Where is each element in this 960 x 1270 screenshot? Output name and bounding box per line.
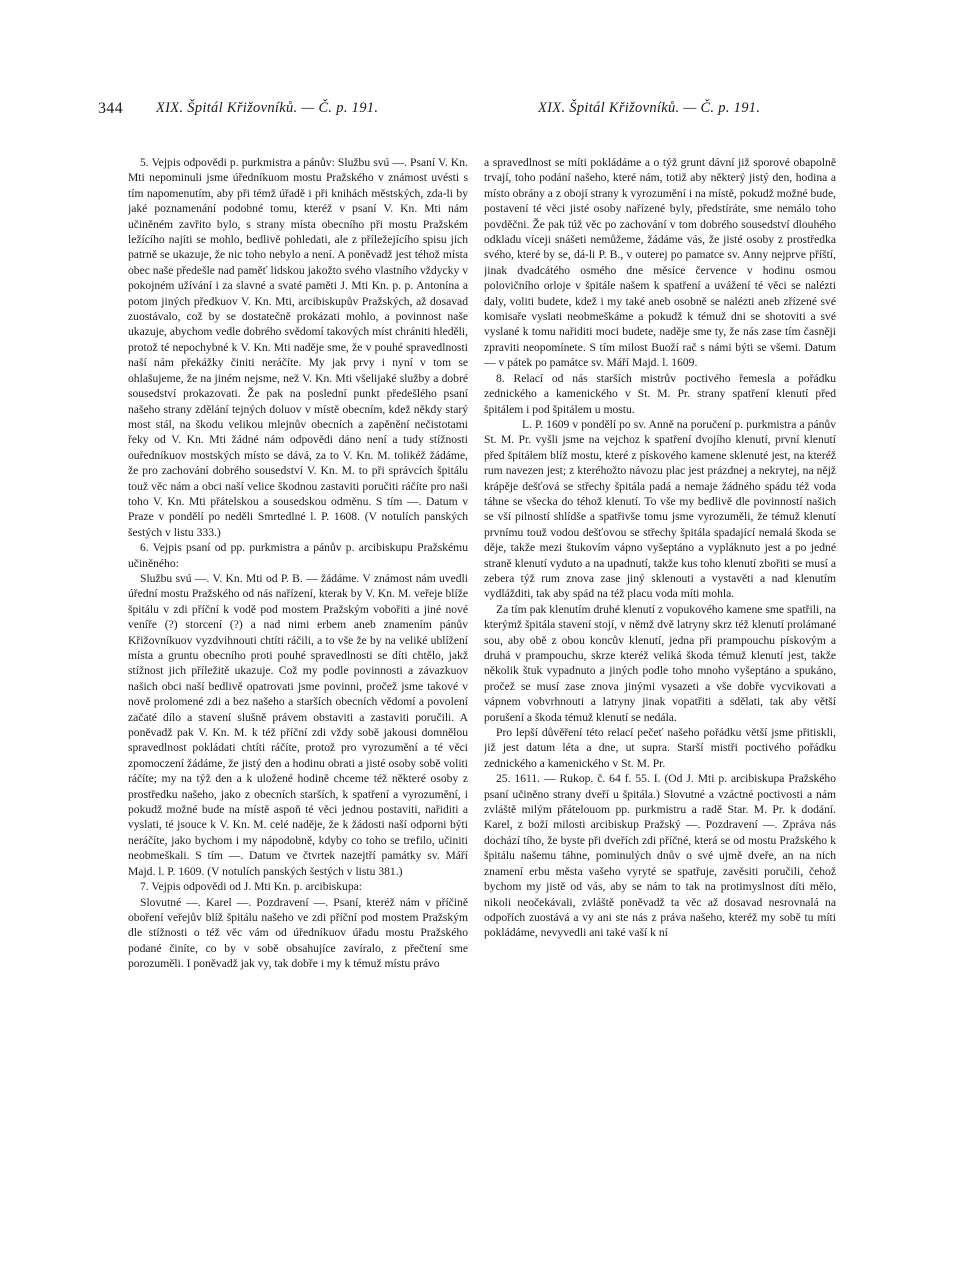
paragraph: 7. Vejpis odpovědi od J. Mti Kn. p. arcibiskupa: — [140, 880, 362, 894]
paragraph: 25. 1611. — Rukop. č. 64 f. 55. I. (Od J. Mti p. arcibiskupa Pražského psaní učiněno strany dveří u špitála.) Slovutné a vzáctné poctivosti a nám zvláště milým přátelouom pp. purkmistru a radě Star. M. Pr. k dodání. Karel, z boží milosti arcibiskup Pražský —. Pozdravení —. Zpráva nás dochází tího, že byste při dveřích zdi příčné, která se od mostu Pražského k špitálu našemu táhne, pominulých dnův o své ujmě dveře, an na nich znamení erbu města vašeho vyryté se spatřuje, zavěsiti poručili, čehož bychom my jistě od vás, aby se nám to tak na protimyslnost díti mělo, nikoli neočekávali, zvláště poněvadž ta věc až dosavad nesrovnalá na odpořích zuostává a vy ani ste nás z práva našeho, kteréž my sobě tu míti pokládáme, nevyvedli ani také vaší k ní — [484, 772, 836, 940]
paragraph: Za tím pak klenutím druhé klenutí z vopukového kamene sme spatřili, na kterýmž špitála stavení stojí, v němž dvě latryny skrz též klenutí prolámané sou, aby obě z obou koncův klenutí, jedna při prampouchu pískovým a druhá v prampouchu, skrze kteréž veliká škoda témuž klenutí jest, takže několik štuk vypadnuto a jiných podle toho mnoho vyšeptáno a spukáno, pročež se musí zase znova jinými vysazeti a vše dobře vycvikovati a vápnem vobvrhnouti a latryny jinak vopatřiti a sdělati, tak aby větší porušení a škoda témuž klenutí se nedála. — [484, 602, 836, 724]
running-head-left: XIX. Špitál Křižovníků. — Č. p. 191. — [156, 100, 379, 116]
paragraph: L. P. 1609 v pondělí po sv. Anně na poručení p. purkmistra a pánův St. M. Pr. vyšli jsme na vejchoz k spatření dvojího klenutí, první klenutí před špitálem blíž mostu, které z pískového kamene sklenuté jest, na kteréž rum navezen jest; z kteréhožto návozu plac jest prázdnej a nekrytej, na nějž krápěje dešťová se střechy špitála padá a nemaje žádného spádu též voda táhne se všecka do téhož klenutí. To vše my bedlivě dle povinností našich se vší pilností shlídše a spatřivše tomu jsme vyrozuměli, že témuž klenutí prvnímu touž vodou dešťovou se střechy špitála spadající nemalá škoda se děje, takže mezi štukovím vápno vyšeptáno a vypláknuto jest a po jedné straně klenutí vyduto a na upadnutí, takže kus toho klenutí zbořiti se musí a zebera týž rum znova zase jiný sklenouti a vystavěti a nad klenutím vydlážditi, tak aby spád na též placu voda míti mohla. — [484, 417, 836, 601]
paragraph: Pro lepší důvěření této relací pečeť našeho pořádku větší jsme přitiskli, již jest datum léta a dne, ut supra. Starší mistři poctivého pořádku zednického a kamenického v St. M. Pr. — [484, 726, 836, 770]
paragraph: 8. Relací od nás starších mistrův poctivého řemesla a pořádku zednického a kamenického v St. M. Pr. strany spatření klenutí před špitálem i pod špitálem u mostu. — [484, 371, 836, 416]
running-header — [98, 100, 862, 122]
left-column — [128, 155, 468, 1235]
paragraph: Službu svú —. V. Kn. Mti od P. B. — žádáme. V známost nám uvedli úřední mostu Pražského od nás nařízení, kterak by V. Kn. M. veřeje blíže špitálu v zdi příční k vodě pod mostem Pražským vobořiti a jiné nové veníře (?) storcení (?) a nad nimi erbem aneb znamením pánův Křižovníkuov vyzdvihnouti chtíti ráčili, a to vše že by na veliké ublížení místa a gruntu obecního proti pouhé spravedlnosti se díti chtělo, jakž stížnost jich příležitě ukazuje. Což my podle povinnosti a závazkuov našich obci naší bedlivě opatrovati jsme povinni, pročež jsme takové v nově prolomené zdi a bez našeho a starších obecních vědomí a povolení začaté dílo a stavení slušně právem obstaviti a zastaviti poručili. A poněvadž pak V. Kn. M. k též příční zdi vždy sobě jakousi domnělou spravedlnost pokládati chtíti ráčíte, protož pro vyrozumění a té věci zpomoczení žádáme, že jistý den a hodinu obrati a jisté osoby sobě voliti ráčíte; my na týž den a k uložené hodině chceme též některé osoby z prostředku našeho, jako z obecních starších, k spatření a vyrozumění, i pokudž možné bude na místě aspoň té věci jednou postaviti, nařiditi a vyslati, té jsouce k V. Kn. M. celé naděje, že k žádosti naší odporni býti neráčíte, jako bychom i my nápodobně, kdyby co toho se trefilo, učiniti neobmeškali. S tím —. Datum ve čtvrtek nazejtří památky sv. Máří Majd. l. P. 1609. (V notulích panských šestých v listu 381.) — [128, 571, 468, 878]
paragraph: 6. Vejpis psaní od pp. purkmistra a pánův p. arcibiskupu Pražskému učiněného: — [128, 541, 468, 570]
running-head-right: XIX. Špitál Křižovníků. — Č. p. 191. — [538, 100, 761, 116]
paragraph: 5. Vejpis odpovědi p. purkmistra a pánův: Službu svú —. Psaní V. Kn. Mti nepominuli jsme úředníkuom mostu Pražského v známost uvésti s tím napomenutím, aby při témž úřadě i při knihách městských, zda-li by jaké poznamenání podobné tomu, kteréž v psaní V. Kn. Mti nám učiněném zavřito bylo, s strany místa obecního při mostu Pražském ležícího najíti se mohlo, bedlivě pohledati, ale z příležejícího spisu jich patrně se ukazuje, že nic toho nebylo a není. A poněvadž jest téhož místa obec naše předešle nad paměť lidskou jakožto svého vlastního vždycky v pokojném užívání i za slavné a svaté paměti J. Mti Kn. p. p. Antonína a potom jiných předkuov V. Kn. Mti, arcibiskupův Pražských, až dosavad zuostávalo, což by se dostatečně prokázati mohlo, a povinnost naše ukazuje, abychom vedle dobrého svědomí takových míst chrániti hleděli, protož té nepochybné k V. Kn. Mti naděje sme, že v pouhé spravedlnosti naší nám překážky činiti neráčíte. My jak prvy i nyní v tom se ohlašujeme, že na jiném nejsme, než V. Kn. Mti všelijaké služby a dobré sousedství prokazovati. Že pak na poslední punkt předešlého psaní našeho strany zdělání tejných doluov v místě obecním, kdež někdy starý most stál, na škodu velikou mlejnův obecních a zapěnění nečistotami řeky od V. Kn. Mti žádné nám odpovědi dáno není a tudy stížnosti ouředníkuov mostských místo se dává, za to V. Kn. M. tolikéž žádáme, že pro zachování dobrého sousedství V. Kn. M. to při správcích špitálu touž věc nám a obci naší velice škodnou zastaviti poručiti ráčíte pro naši toho V. Kn. Mti přátelskou a sousedskou odměnu. S tím —. Datum v Praze v pondělí po neděli Smrtedlné l. P. 1608. (V notulích panských šestých v listu 333.) — [128, 156, 468, 539]
right-column — [484, 155, 836, 1235]
paragraph: a spravedlnost se míti pokládáme a o týž grunt dávní již sporové obapolně trvají, toho podání našeho, které nám, totiž aby některý jistý den, hodina a místo obrány a z obojí strany k vyrozumění i na místě, pokudž možné bude, postavení té věci jisté osoby nařízené byly, předstíráte, sme nemálo toho povděčni. Že pak túž věc po zachování v tom dobrého sousedství dlouhého odkladu víceji snášeti nemůžeme, žádáme vás, že jisté osoby z prostředka svého, které by se, dá-li P. B., v outerej po pamatce sv. Anny nejprve příští, jinak dvadcátého osmého dne měsíce července v hodinu osmou polovičního orloje v špitále našem k spatření a uvážení té věci se nalézti daly, voliti budete, kdež i my také aneb osobně se nalézti aneb zřízené své komisaře vyslati neobmeškáme a pokudž k témuž dni se shotoviti a své vyslané k tomu nařiditi moci budete, naděje sme ty, že nás zase tím časněji zpraviti neopomínete. S tím milost Buoží rač s námi býti se všemi. Datum — v pátek po památce sv. Máří Majd. l. 1609. — [484, 156, 836, 370]
paragraph: Slovutné —. Karel —. Pozdravení —. Psaní, kteréž nám v příčině oboření veřejův blíž špitálu našeho ve zdi příční pod mostem Pražským dle stížnosti o též věc vám od úředníkuov úřadu mostu Pražského podané činíte, co by v sobě obsahujíce zavíralo, z přečtení sme porozuměli. I poněvadž jak vy, tak dobře i my k témuž místu právo — [128, 895, 468, 971]
page-number: 344 — [98, 100, 123, 117]
